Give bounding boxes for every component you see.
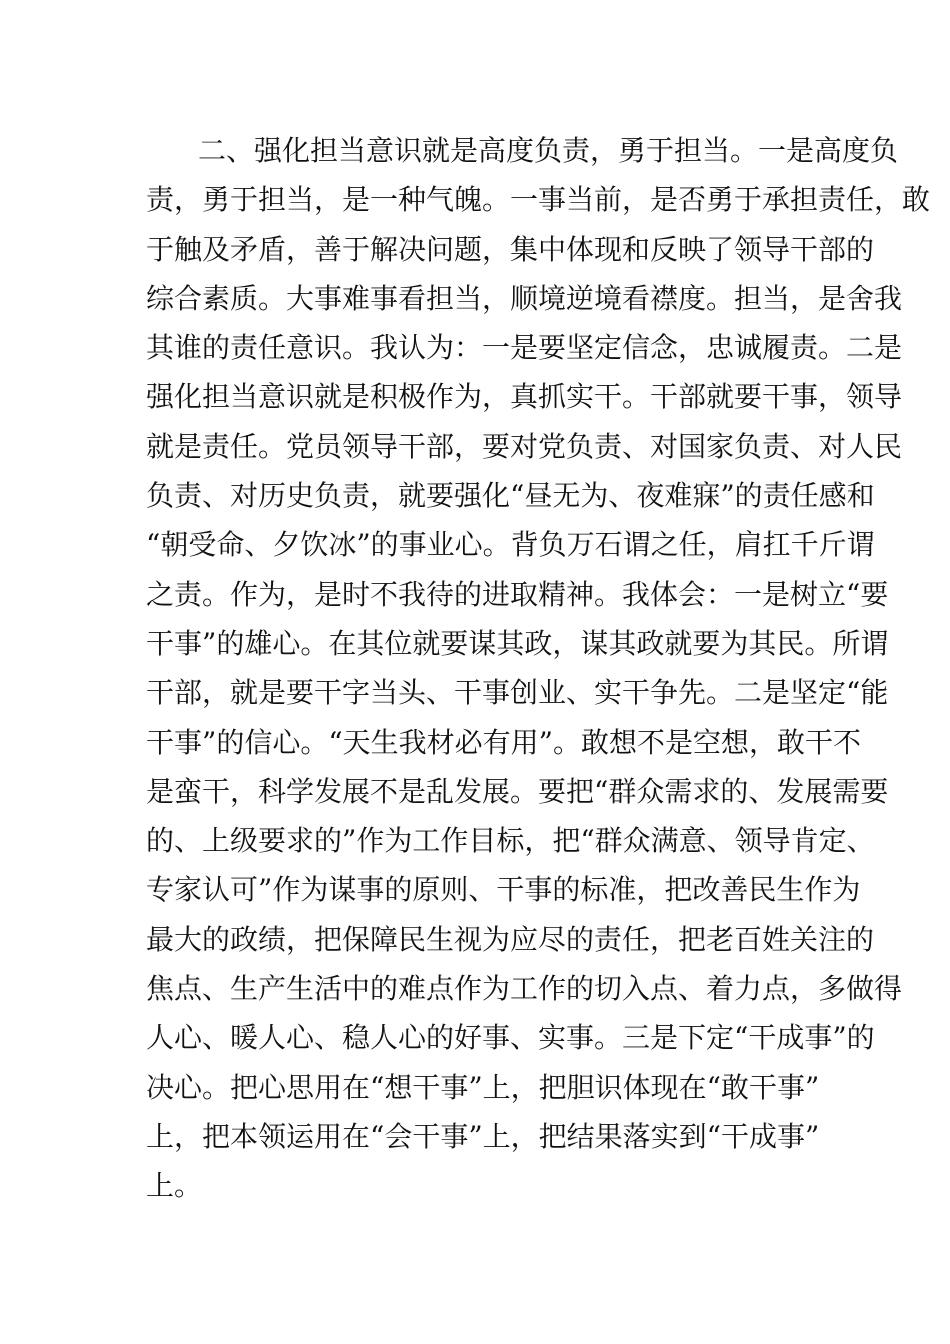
paragraph-line: 二、强化担当意识就是高度负责，勇于担当。一是高度负 [198,134,899,167]
paragraph-line: 专家认可”作为谋事的原则、干事的标准，把改善民生作为 [146,873,861,907]
paragraph-line: 是蛮干，科学发展不是乱发展。要把“群众需求的、发展需要 [146,774,889,808]
paragraph-line: 的、上级要求的”作为工作目标，把“群众满意、领导肯定、 [146,824,875,858]
paragraph-line: 负责、对历史负责，就要强化“昼无为、夜难寐”的责任感和 [146,479,875,513]
paragraph-line: 干部，就是要干字当头、干事创业、实干争先。二是坚定“能 [146,676,889,710]
body-paragraph [146,126,931,1211]
paragraph-line: 于触及矛盾，善于解决问题，集中体现和反映了领导干部的 [146,232,875,266]
paragraph-line: 上，把本领运用在“会干事”上，把结果落实到“干成事” [146,1119,820,1153]
paragraph-line: 综合素质。大事难事看担当，顺境逆境看襟度。担当，是舍我 [146,281,903,315]
paragraph-line: 就是责任。党员领导干部，要对党负责、对国家负责、对人民 [146,429,903,463]
paragraph-line: “朝受命、夕饮冰”的事业心。背负万石谓之任，肩扛千斤谓 [146,528,875,562]
paragraph-line: 干事”的信心。“天生我材必有用”。敢想不是空想，敢干不 [146,725,861,759]
paragraph-line: 其谁的责任意识。我认为：一是要坚定信念，忠诚履责。二是 [146,331,903,365]
paragraph-line: 人心、暖人心、稳人心的好事、实事。三是下定“干成事”的 [146,1021,875,1055]
paragraph-line: 决心。把心思用在“想干事”上，把胆识体现在“敢干事” [146,1070,820,1104]
paragraph-line: 上。 [146,1169,203,1203]
paragraph-line: 责，勇于担当，是一种气魄。一事当前，是否勇于承担责任，敢 [146,183,931,217]
paragraph-line: 强化担当意识就是积极作为，真抓实干。干部就要干事，领导 [146,380,903,414]
paragraph-line: 干事”的雄心。在其位就要谋其政，谋其政就要为其民。所谓 [146,626,889,660]
paragraph-line: 焦点、生产生活中的难点作为工作的切入点、着力点，多做得 [146,972,903,1006]
paragraph-line: 最大的政绩，把保障民生视为应尽的责任，把老百姓关注的 [146,922,875,956]
paragraph-line: 之责。作为，是时不我待的进取精神。我体会：一是树立“要 [146,577,889,611]
